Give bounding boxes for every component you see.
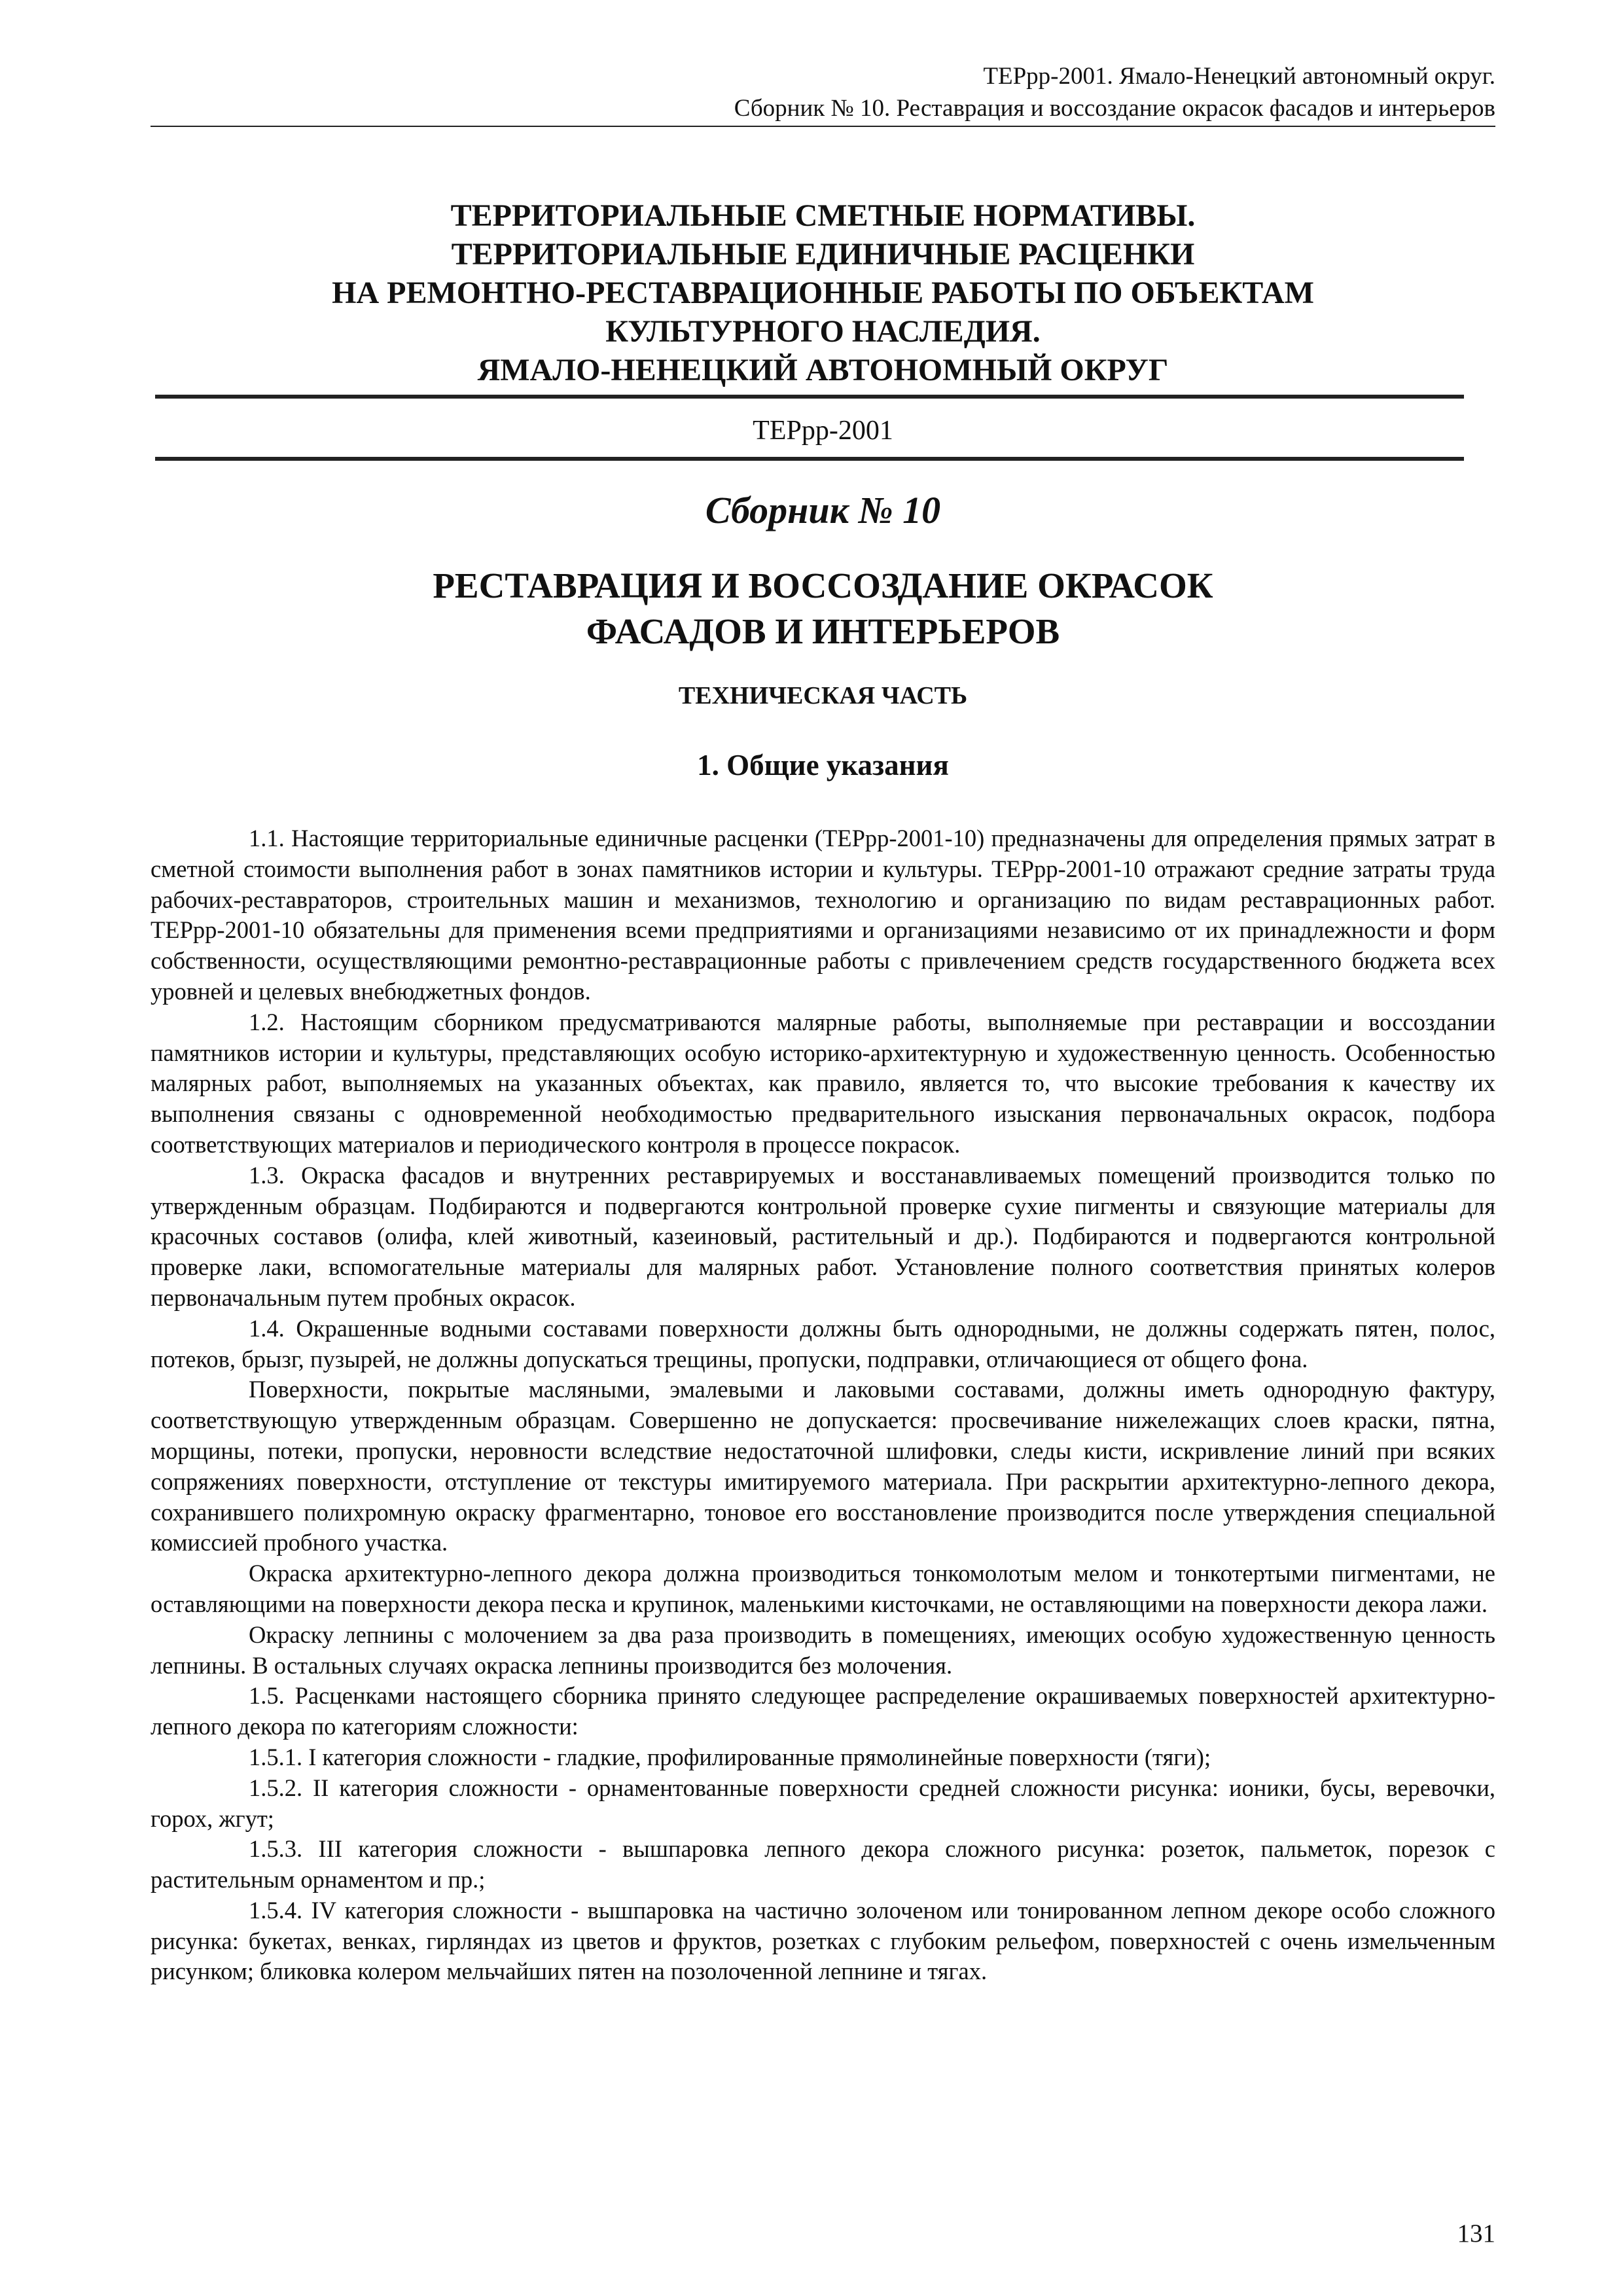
subsection-title: 1. Общие указания [697,749,949,781]
paragraph: Окраску лепнины с молочением за два раза производить в помещениях, имеющих особую художественную ценность лепнины. В остальных случаях окраска лепнины производится без молочения. [151,1621,1495,1679]
title-line: ЯМАЛО-НЕНЕЦКИЙ АВТОНОМНЫЙ ОКРУГ [477,353,1169,387]
paragraph: 1.5.3. III категория сложности - вышпаровка лепного декора сложного рисунка: розеток, пальметок, порезок с растительным орнаментом и пр.; [151,1835,1495,1893]
document-code: ТЕРрр-2001 [753,416,893,446]
body-text [151,823,1495,1987]
paragraph: 1.4. Окрашенные водными составами поверхности должны быть однородными, не должны содержать пятен, полос, потеков, брызг, пузырей, не должны допускаться трещины, пропуски, подправки, отличающиеся от общего фона. [151,1314,1495,1372]
paragraph: 1.2. Настоящим сборником предусматриваются малярные работы, выполняемые при реставрации и воссоздании памятников истории и культуры, представляющих особую историко-архитектурную и художественную ценность. Особенностью малярных работ, выполняемых на указанных объектах, как правило, является то, что высокие требования к качеству их выполнения связаны с одновременной необходимостью предварительного изыскания первоначальных окрасок, подбора соответствующих материалов и периодического контроля в процессе покрасок. [151,1008,1495,1158]
header-rule [151,126,1495,127]
running-header-line-2: Сборник № 10. Реставрация и воссоздание окрасок фасадов и интерьеров [734,95,1495,122]
section-title-line-2: ФАСАДОВ И ИНТЕРЬЕРОВ [586,611,1060,651]
paragraph: 1.5.4. IV категория сложности - вышпаровка на частично золоченом или тонированном лепном декоре особо сложного рисунка: букетах, венках, гирляндах из цветов и фруктов, розетках с глубоким рельефом, поверхностей с очень измельченным рисунком; бликовка колером мельчайших пятен на позолоченной лепнине и тягах. [151,1896,1495,1985]
title-line: НА РЕМОНТНО-РЕСТАВРАЦИОННЫЕ РАБОТЫ ПО ОБЪЕКТАМ [332,276,1314,310]
running-header [151,60,1495,124]
title-divider-top [155,395,1464,399]
section-title [151,563,1495,655]
paragraph: Поверхности, покрытые масляными, эмалевыми и лаковыми составами, должны иметь однородную фактуру, соответствующую утвержденным образцам. Совершенно не допускается: просвечивание нижележащих слоев краски, пятна, морщины, потеки, пропуски, неровности вследствие недостаточной шлифовки, следы кисти, искривление линий при всяких сопряжениях поверхности, отступление от текстуры имитируемого материала. При раскрытии архитектурно-лепного декора, сохранившего полихромную окраску фрагментарно, тоновое его восстановление производится после утверждения специальной комиссией пробного участка. [151,1376,1495,1556]
title-line: ТЕРРИТОРИАЛЬНЫЕ СМЕТНЫЕ НОРМАТИВЫ. [450,198,1196,233]
paragraph: 1.3. Окраска фасадов и внутренних реставрируемых и восстанавливаемых помещений производится только по утвержденным образцам. Подбираются и подвергаются контрольной проверке сухие пигменты и связующие материалы для красочных составов (олифа, клей животный, казеиновый, растительный и др.). Подбираются и подвергаются контрольной проверке лаки, вспомогательные материалы для малярных работ. Установление полного соответствия принятых колеров первоначальным путем пробных окрасок. [151,1161,1495,1311]
title-divider-bottom [155,457,1464,461]
paragraph: 1.1. Настоящие территориальные единичные расценки (ТЕРрр-2001-10) предназначены для определения прямых затрат в сметной стоимости выполнения работ в зонах памятников истории и культуры. ТЕРрр-2001-10 отражают средние затраты труда рабочих-реставраторов, строительных машин и механизмов, технологию и организацию по видам реставрационных работ. ТЕРрр-2001-10 обязательны для применения всеми предприятиями и организациями независимо от их принадлежности и форм собственности, осуществляющими ремонтно-реставрационные работы с привлечением средств государственного бюджета всех уровней и целевых внебюджетных фондов. [151,825,1495,1005]
paragraph: Окраска архитектурно-лепного декора должна производиться тонкомолотым мелом и тонкотертыми пигментами, не оставляющими на поверхности декора песка и крупинок, маленькими кисточками, не оставляющими на поверхности декора лажи. [151,1560,1495,1617]
part-title: ТЕХНИЧЕСКАЯ ЧАСТЬ [678,682,968,709]
section-title-line-1: РЕСТАВРАЦИЯ И ВОССОЗДАНИЕ ОКРАСОК [433,565,1213,605]
collection-title: Сборник № 10 [705,489,941,531]
running-header-line-1: ТЕРрр-2001. Ямало-Ненецкий автономный округ. [983,63,1495,90]
paragraph: 1.5.1. I категория сложности - гладкие, профилированные прямолинейные поверхности (тяги); [249,1743,1211,1770]
paragraph: 1.5.2. II категория сложности - орнаментованные поверхности средней сложности рисунка: ионики, бусы, веревочки, горох, жгут; [151,1774,1495,1832]
title-line: ТЕРРИТОРИАЛЬНЫЕ ЕДИНИЧНЫЕ РАСЦЕНКИ [451,237,1195,272]
document-title [151,196,1495,389]
title-line: КУЛЬТУРНОГО НАСЛЕДИЯ. [605,314,1041,349]
page-number: 131 [1457,2219,1495,2248]
paragraph: 1.5. Расценками настоящего сборника принято следующее распределение окрашиваемых поверхностей архитектурно-лепного декора по категориям сложности: [151,1682,1495,1740]
